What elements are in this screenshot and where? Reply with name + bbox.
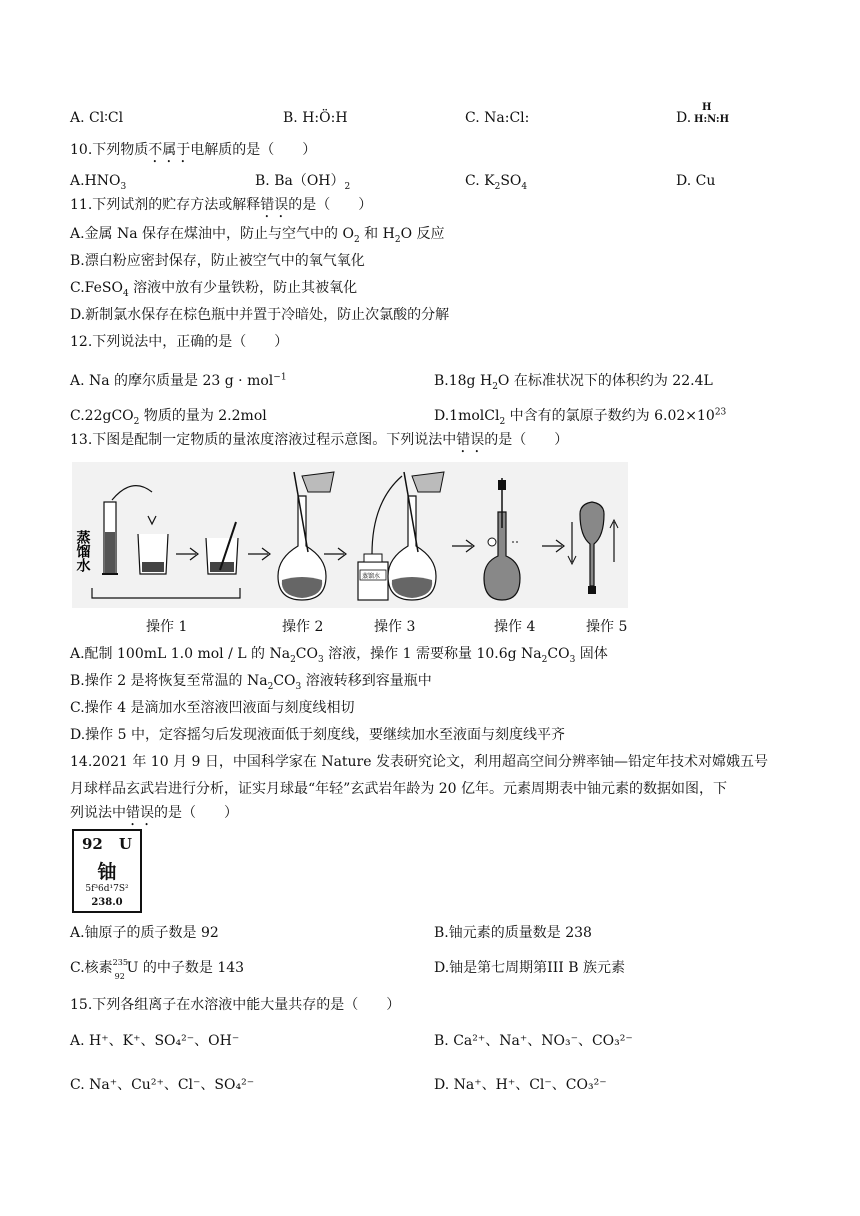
- q13-stem: 13.下图是配制一定物质的量浓度溶液过程示意图。下列说法中错误的是（ ）: [70, 432, 569, 448]
- q12-option-d: D.1molCl$_2$ 中含有的氯原子数约为 $6.02\times 10^{23}$: [434, 407, 727, 427]
- q15-option-a: A. H⁺、K⁺、SO₄²⁻、OH⁻: [70, 1033, 240, 1049]
- q14-stem-line2: 月球样品玄武岩进行分析，证实月球最“年轻”玄武岩年龄为 20 亿年。元素周期表中铀元素的数据如图，下: [70, 781, 728, 797]
- q11-option-c: C.FeSO$_4$ 溶液中放有少量铁粉，防止其被氧化: [70, 280, 358, 299]
- graduated-cylinder: [102, 502, 118, 574]
- wash-bottle-label: 蒸馏水: [362, 574, 381, 580]
- operation-4-caption: 操作 4: [494, 619, 536, 635]
- q13-option-a: A.配制 100mL 1.0 mol / L 的 $Na_2CO_3$ 溶液，操作 1 需要称量 10.6g $Na_2CO_3$ 固体: [70, 646, 608, 665]
- q14-stem-line1: 14.2021 年 10 月 9 日，中国科学家在 Nature 发表研究论文，利用超高空间分辨率铀—铅定年技术对嫦娥五号: [70, 754, 768, 770]
- q11-option-b: B.漂白粉应密封保存，防止被空气中的氧气氧化: [70, 253, 365, 269]
- q10-option-c: C. $K_2SO_4$: [465, 173, 528, 192]
- q11-stem: 11.下列试剂的贮存方法或解释错误的是（ ）: [70, 197, 373, 213]
- q9-option-d: D. H H:N:H: [676, 102, 730, 126]
- uranium-element-card: [72, 829, 142, 913]
- distilled-water-label: 蒸馏水: [74, 530, 90, 572]
- operation-5-caption: 操作 5: [586, 619, 628, 635]
- atomic-mass: 238.0: [91, 897, 123, 908]
- q12-option-b: B.18g $H_2O$ 在标准状况下的体积约为 22.4L: [434, 373, 713, 392]
- q11-option-a: A.金属 Na 保存在煤油中，防止与空气中的 $O_2$ 和 $H_2O$ 反应: [70, 226, 445, 245]
- operation-2-caption: 操作 2: [282, 619, 324, 635]
- q11-option-d: D.新制氯水保存在棕色瓶中并置于冷暗处，防止次氯酸的分解: [70, 307, 450, 323]
- operation-1-caption: 操作 1: [146, 619, 188, 635]
- q13-option-c: C.操作 4 是滴加水至溶液凹液面与刻度线相切: [70, 700, 355, 716]
- electron-configuration: 5f³6d¹7S²: [85, 884, 129, 894]
- q12-stem: 12.下列说法中，正确的是（ ）: [70, 334, 289, 350]
- q14-option-a: A.铀原子的质子数是 92: [70, 925, 219, 941]
- q15-option-c: C. Na⁺、Cu²⁺、Cl⁻、SO₄²⁻: [70, 1077, 255, 1093]
- q15-option-b: B. Ca²⁺、Na⁺、NO₃⁻、CO₃²⁻: [434, 1033, 633, 1049]
- q14-stem-line3: 列说法中错误的是（ ）: [70, 805, 238, 821]
- q15-option-d: D. Na⁺、H⁺、Cl⁻、CO₃²⁻: [434, 1077, 607, 1093]
- q9-option-c: C. Na:Cl:: [465, 110, 530, 126]
- q10-option-d: D. Cu: [676, 173, 716, 189]
- q13-option-b: B.操作 2 是将恢复至常温的 $Na_2CO_3$ 溶液转移到容量瓶中: [70, 673, 432, 692]
- q15-stem: 15.下列各组离子在水溶液中能大量共存的是（ ）: [70, 997, 401, 1013]
- q13-option-d: D.操作 5 中，定容摇匀后发现液面低于刻度线，要继续加水至液面与刻度线平齐: [70, 727, 565, 743]
- q14-option-b: B.铀元素的质量数是 238: [434, 925, 592, 941]
- q10-option-a: $A.HNO_3$: [70, 173, 127, 192]
- atomic-number: 92: [82, 835, 103, 853]
- q10-option-b: B. $Ba(OH)_2$: [255, 173, 351, 192]
- q12-option-a: A. Na 的摩尔质量是 23 g · mol$^{-1}$: [70, 372, 287, 389]
- element-symbol: U: [118, 835, 132, 853]
- q14-option-c: C.核素 235 92 U 的中子数是 143: [70, 958, 245, 981]
- beaker-1: [138, 534, 168, 574]
- solution-prep-diagram: [72, 462, 628, 608]
- q14-option-d: D.铀是第七周期第III B 族元素: [434, 960, 625, 976]
- element-name: 铀: [97, 861, 117, 883]
- q9-option-b: B. H:Ö:H: [283, 110, 348, 126]
- q9-option-a: A. Cl∶Cl: [70, 110, 124, 126]
- q12-option-c: C.22gCO$_2$ 物质的量为 2.2mol: [70, 408, 267, 427]
- operation-3-caption: 操作 3: [374, 619, 416, 635]
- q10-stem: 10.下列物质不属于电解质的是（ ）: [70, 142, 317, 158]
